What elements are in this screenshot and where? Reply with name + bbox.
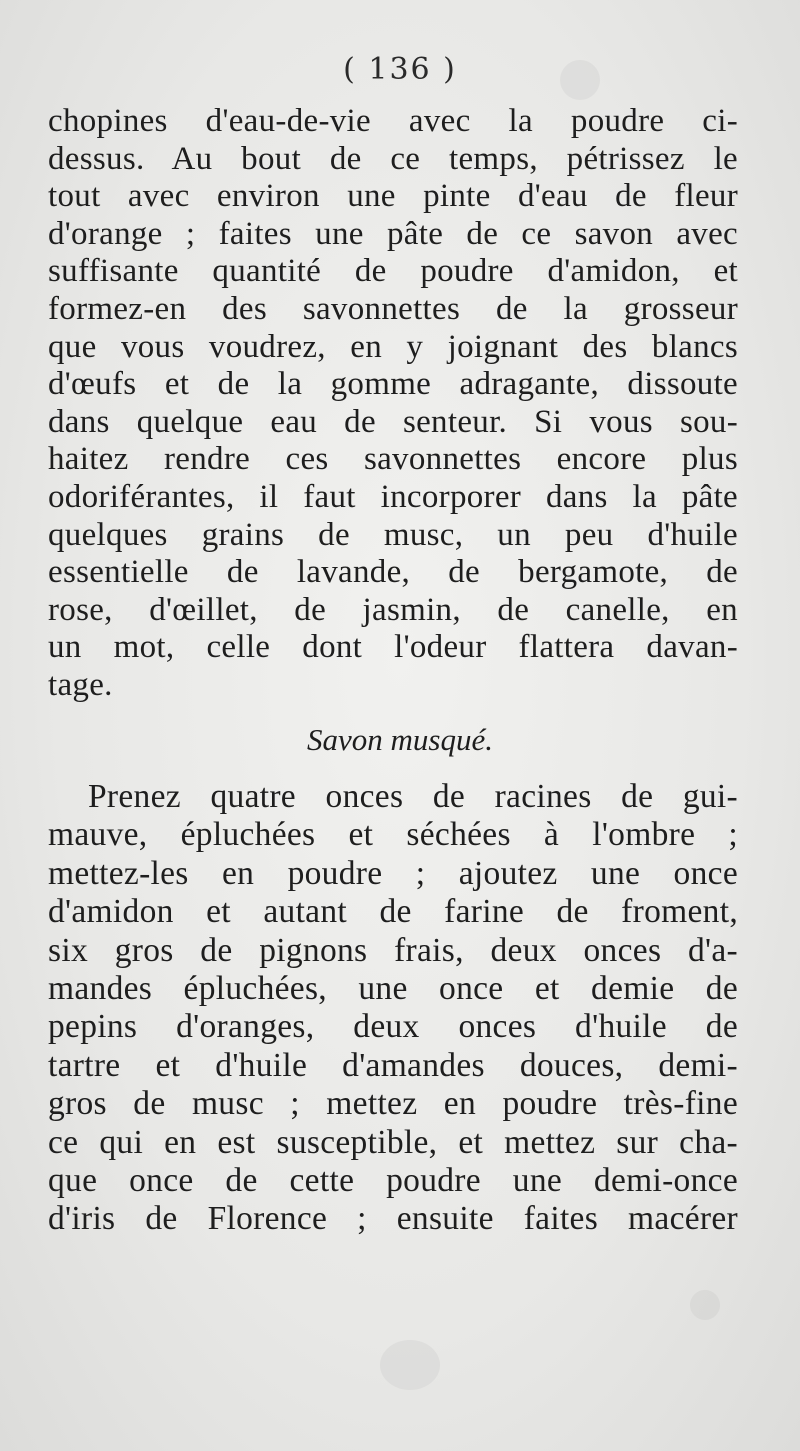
paper-stain: [690, 1290, 720, 1320]
paragraph-2: [48, 778, 738, 1239]
text-line: formez-en des savonnettes de la grosseur: [48, 290, 738, 327]
text-line: dans quelque eau de senteur. Si vous sou-: [48, 403, 738, 440]
text-line: tage.: [48, 666, 113, 703]
text-line: rose, d'œillet, de jasmin, de canelle, en: [48, 591, 738, 628]
text-line: Prenez quatre onces de racines de gui-: [88, 778, 738, 815]
text-line: d'amidon et autant de farine de froment,: [48, 893, 738, 931]
text-line: suffisante quantité de poudre d'amidon, et: [48, 253, 738, 290]
text-line: d'iris de Florence ; ensuite faites macérer: [48, 1200, 738, 1238]
text-line: odoriférantes, il faut incorporer dans la pâte: [48, 478, 738, 515]
text-line: quelques grains de musc, un peu d'huile: [48, 516, 738, 553]
text-line: d'orange ; faites une pâte de ce savon avec: [48, 215, 738, 252]
page-number: ( 136 ): [343, 52, 457, 87]
paper-stain: [380, 1340, 440, 1390]
text-line: six gros de pignons frais, deux onces d'a-: [48, 931, 738, 969]
text-line: que once de cette poudre une demi-once: [48, 1161, 738, 1199]
text-line: d'œufs et de la gomme adragante, dissoute: [48, 366, 738, 403]
text-line: que vous voudrez, en y joignant des blancs: [48, 328, 738, 365]
text-line: un mot, celle dont l'odeur flattera davan-: [48, 629, 738, 666]
text-line: ce qui en est susceptible, et mettez sur cha-: [48, 1123, 738, 1161]
text-line: gros de musc ; mettez en poudre très-fine: [48, 1085, 738, 1123]
section-heading: Savon musqué.: [307, 722, 493, 757]
text-line: pepins d'oranges, deux onces d'huile de: [48, 1008, 738, 1046]
text-line: chopines d'eau-de-vie avec la poudre ci-: [48, 103, 738, 139]
text-line: mandes épluchées, une once et demie de: [48, 969, 738, 1007]
text-line: haitez rendre ces savonnettes encore plus: [48, 441, 738, 478]
text-line: tout avec environ une pinte d'eau de fleur: [48, 178, 738, 215]
text-line: tartre et d'huile d'amandes douces, demi-: [48, 1046, 738, 1084]
text-line: mauve, épluchées et séchées à l'ombre ;: [48, 816, 738, 854]
paragraph-1: [48, 103, 738, 705]
text-line: mettez-les en poudre ; ajoutez une once: [48, 854, 738, 892]
text-line: dessus. Au bout de ce temps, pétrissez le: [48, 140, 738, 177]
text-line: essentielle de lavande, de bergamote, de: [48, 554, 738, 591]
